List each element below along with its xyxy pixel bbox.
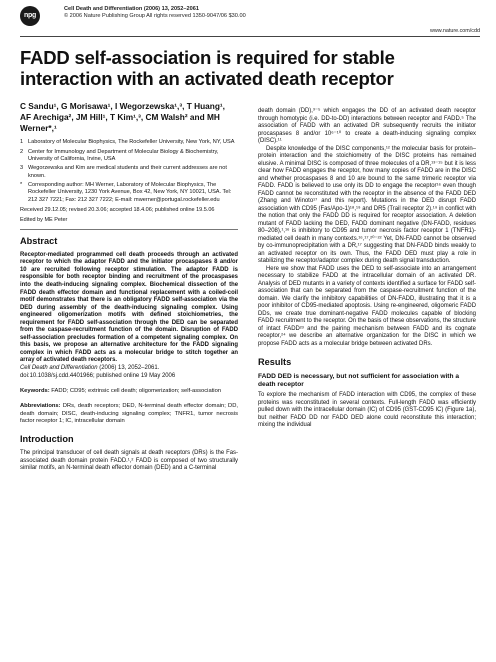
introduction-paragraph-1: The principal transducer of cell death signals at death receptors (DRs) is the Fas-associated death domain protein FADD.¹,² FADD is composed of two structurally similar motifs, an N-terminal death effector domain (DED) and a C-terminal <box>20 450 238 472</box>
journal-citation: Cell Death and Differentiation (2006) 13, 2052–2061 <box>64 6 199 12</box>
affiliation-1 <box>20 139 238 146</box>
doi-link[interactable]: doi:10.1038/sj.cdd.4401966; published online 19 May 2006 <box>20 372 176 379</box>
keywords-text: FADD; CD95; extrinsic cell death; oligomerization; self-association <box>49 388 222 395</box>
affiliation-mark: 3 <box>20 165 24 172</box>
citation-volume: (2006) 13, 2052–2061. <box>97 365 160 371</box>
affiliation-mark: 1 <box>20 139 24 145</box>
abbreviations <box>20 403 238 425</box>
results-paragraph-1: To explore the mechanism of FADD interaction with CD95, the complex of these proteins was reconstituted in several contexts. Full-length FADD was efficiently pulled down with the intracellular domain (IC) of CD95 (GST-CD95 IC) (Figure 1a), but neither FADD DD nor FADD DED alone could reconstitute this interaction; mixing the individual <box>258 392 476 428</box>
abbreviations-label: Abbreviations: <box>20 403 61 410</box>
citation-journal: Cell Death and Differentiation <box>20 365 98 371</box>
abstract-heading: Abstract <box>20 235 58 246</box>
keywords <box>20 388 238 395</box>
section-divider <box>20 229 238 230</box>
author-list: C Sandu¹, G Morisawa¹, I Wegorzewska¹,³, T Huang¹, AF Arechiga², JM Hill¹, T Kim¹,³, CM Walsh² and MH Werner*,¹ <box>20 101 225 133</box>
affiliation-mark: * <box>20 182 23 189</box>
copyright-line: © 2006 Nature Publishing Group All rights reserved 1350-9047/06 $30.00 <box>64 13 246 19</box>
npg-logo-icon: npg <box>20 6 40 26</box>
right-column <box>258 108 476 430</box>
abstract-citation <box>20 365 238 373</box>
introduction-paragraph-4: Here we show that FADD uses the DED to self-associate into an arrangement necessary to stabilize FADD at the intracellular domain of an activated DR. Analysis of DED mutants in a variety of contexts identified a surface for FADD self-association that can be separated from the caspase-recruitment function of the domain. We clarify the inhibitory capabilities of DN-FADD, illustrating that it is a poor inhibitor of CD95-mediated apoptosis. Using re-engineered, oligomeric FADD DDs, we create true dominant-negative FADD molecules capable of blocking FADD recruitment to the receptor. On the basis of these observations, the structure of intact FADD²³ and the pairing mechanism between FADD and its cognate receptor,²⁴ we describe an alternative organization for the DISC in which we propose FADD acts as a molecular bridge between activated DRs. <box>258 265 476 347</box>
abstract-text: Receptor-mediated programmed cell death proceeds through an activated receptor to which the adaptor FADD and the initiator procaspases 8 and/or 10 are recruited following receptor stimulation. The adaptor FADD is responsible for both receptor binding and recruitment of the procaspases into the death-inducing signaling complex. Biochemical dissection of the FADD death effector domain and functional replacement with a coiled-coil motif demonstrates that there is an obligatory FADD self-association via the DED during assembly of the death-inducing signaling complex. Using engineered oligomerization motifs with defined stoichiometries, the requirement for FADD self-association through the DED can be separated from the caspase-recruitment function of the domain. Disruption of FADD self-association precludes formation of a competent signaling complex. On this basis, we propose an alternative architecture for the FADD signaling complex in which FADD acts as a molecular bridge to stitch together an array of activated death receptors. <box>20 251 238 364</box>
affiliation-3 <box>20 165 238 179</box>
doi-line <box>20 373 238 381</box>
introduction-paragraph-3: Despite knowledge of the DISC components,¹² the molecular basis for protein–protein interaction and the stoichiometry of the DISC proteins has remained elusive. A minimal DISC is composed of three molecules of a DR,¹³⁻¹⁵ but it is less clear how FADD engages the receptor, how many copies of FADD are in the DISC and whether procaspases 8 and 10 are bound to the same trimeric receptor via FADD. FADD is believed to use only its DD to engage the receptor¹⁶ even though FADD cannot be reconstituted with the receptor in the absence of the FADD DED (Zhang and Winoto¹⁷ and this report). Mutations in the DED disrupt FADD association with CD95 (Fas/Apo-1)¹⁸,¹⁹ and DR5 (Trail receptor 2).¹⁹ in conflict with the notion that only the FADD DD is required for receptor association. A deletion mutant of FADD lacking the DED, FADD dominant negative (DN-FADD, residues 80–208),¹,¹⁶ is inhibitory to CD95 and tumor necrosis factor receptor 1 (TNFR1)-mediated cell death in many contexts.¹⁶,¹⁷,²⁰⁻²² Yet, DN-FADD cannot be observed by co-immunoprecipitation with a DR,¹⁷ suggesting that DN-FADD binds weakly to an activated receptor on its own. Thus, the FADD DED must play a role in stabilizing the receptor/adaptor complex during death signal transduction. <box>258 145 476 264</box>
introduction-paragraph-2: death domain (DD),³⁻⁵ which engages the DD of an activated death receptor through homotypic (i.e. DD-to-DD) interactions between receptor and FADD.⁵ The association of FADD with an activated DR subsequently recruits the initiator procaspases 8 and/or 10⁶⁻¹⁰ to create a death-inducing signaling complex (DISC).¹¹ <box>258 108 476 144</box>
results-heading: Results <box>258 357 292 367</box>
journal-header <box>64 6 424 20</box>
affiliation-text: Center for Immunology and Department of Molecular Biology & Biochemistry, University of California, Irvine, USA <box>28 148 219 162</box>
article-title: FADD self-association is required for stable interaction with an activated death receptor <box>20 47 395 89</box>
affiliation-text: Wegorzewska and Kim are medical students and their current addresses are not known. <box>28 165 227 179</box>
keywords-label: Keywords: <box>20 388 50 395</box>
header-divider <box>20 36 480 37</box>
affiliation-2 <box>20 148 238 163</box>
introduction-heading: Introduction <box>20 434 74 445</box>
left-column <box>20 101 238 473</box>
affiliation-mark: 2 <box>20 148 24 155</box>
journal-url-link[interactable]: www.nature.com/cdd <box>429 28 480 34</box>
results-subheading: FADD DED is necessary, but not sufficient for association with a death receptor <box>258 373 460 388</box>
affiliation-text: Laboratory of Molecular Biophysics, The Rockefeller University, New York, NY, USA <box>28 139 235 145</box>
affiliation-text: Corresponding author: MH Werner, Laboratory of Molecular Biophysics, The Rockefeller University, 1230 York Avenue, Box 42, New York, NY 10021, USA. Tel: 212 327 7221; Fax: 212 327 7222; E-mail: mwerner@portugal.rockefeller.edu <box>28 182 232 203</box>
edited-by: Edited by ME Peter <box>20 216 68 223</box>
corresponding-author <box>20 182 238 204</box>
abbreviations-text: DRs, death receptors; DED, N-terminal death effector domain; DD, death domain; DISC, death-inducing signaling complex; TNFR1, tumor necrosis factor receptor 1; IC, intracellular domain <box>20 403 238 424</box>
received-dates: Received 29.12.05; revised 20.3.06; accepted 18.4.06; published online 19.5.06 <box>20 206 215 213</box>
